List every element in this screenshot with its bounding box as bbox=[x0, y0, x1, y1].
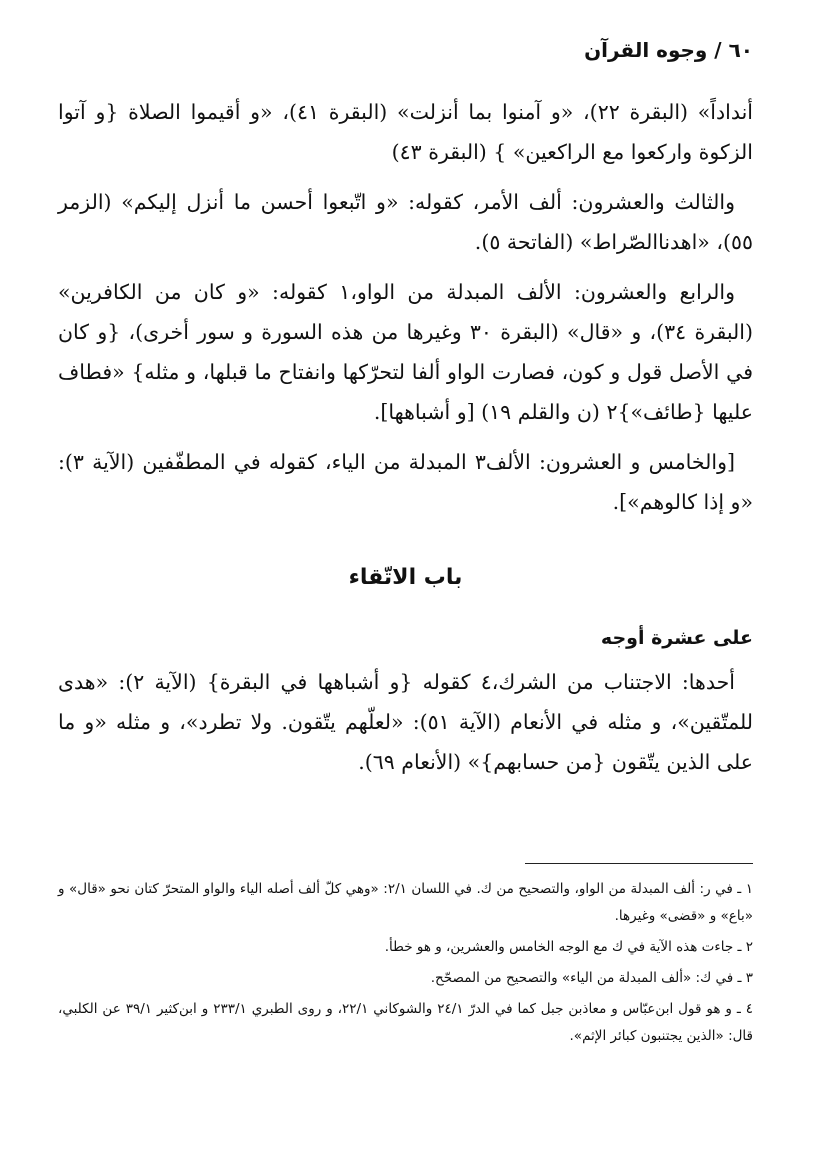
paragraph: [والخامس و العشرون: الألف٣ المبدلة من الياء، كقوله في المطفّفين (الآية ٣): «و إذا كالوهم»]. bbox=[58, 450, 753, 514]
paragraph: والثالث والعشرون: ألف الأمر، كقوله: «و اتّبعوا أحسن ما أنزل إليكم» (الزمر ٥٥)، «اهدناالصّراط» (الفاتحة ٥). bbox=[58, 190, 753, 254]
chapter-title: باب الاتّقاء bbox=[348, 565, 463, 590]
footnote: ٤ ـ و هو قول ابن‌عبّاس و معاذبن جبل كما في الدرّ ٢٤/١ والشوكاني ٢٢/١، و روى الطبري ٢٣٣/١ و ابن‌كثير ٣٩/١ عن الكلبي، قال: «الذين يجتنبون كبائر الإثم». bbox=[58, 1001, 754, 1044]
footnote: ٢ ـ جاءت هذه الآية في ك مع الوجه الخامس والعشرين، و هو خطأ. bbox=[384, 939, 753, 955]
paragraph: أنداداً» (البقرة ٢٢)، «و آمنوا بما أنزلت» (البقرة ٤١)، «و أقيموا الصلاة {و آتوا الزكوة واركعوا مع الراكعين» } (البقرة ٤٣) bbox=[58, 100, 753, 164]
running-header: ٦٠ / وجوه القرآن bbox=[584, 38, 753, 62]
chapter-subtitle: على عشرة أوجه bbox=[600, 627, 753, 649]
footnote: ١ ـ في ر: ألف المبدلة من الواو، والتصحيح من ك. في اللسان ٢/١: «وهي كلّ ألف أصله الياء والواو المتحرّ كتان نحو «قال» و «باع» و «قضى» وغيرها. bbox=[58, 881, 753, 924]
main-text bbox=[58, 92, 753, 792]
footnote-divider bbox=[525, 863, 753, 864]
footnote: ٣ ـ في ك: «ألف المبدلة من الياء» والتصحيح من المصحّح. bbox=[430, 970, 753, 986]
footnotes bbox=[58, 876, 753, 1054]
paragraph: والرابع والعشرون: الألف المبدلة من الواو،١ كقوله: «و كان من الكافرين» (البقرة ٣٤)، و «قال» (البقرة ٣٠ وغيرها من هذه السورة و سور أخرى)، {و كان في الأصل قول و كون، فصارت الواو ألفا لتحرّكها وانفتاح ما قبلها، و مثله} «فطاف عليها {طائف»}٢ (ن والقلم ١٩) [و أشباهها]. bbox=[58, 280, 753, 424]
paragraph: أحدها: الاجتناب من الشرك،٤ كقوله {و أشباهها في البقرة} (الآية ٢): «هدى للمتّقين»، و مثله في الأنعام (الآية ٥١): «لعلّهم يتّقون. ولا تطرد»، و مثله «و ما على الذين يتّقون {من حسابهم}» (الأنعام ٦٩). bbox=[58, 670, 753, 774]
